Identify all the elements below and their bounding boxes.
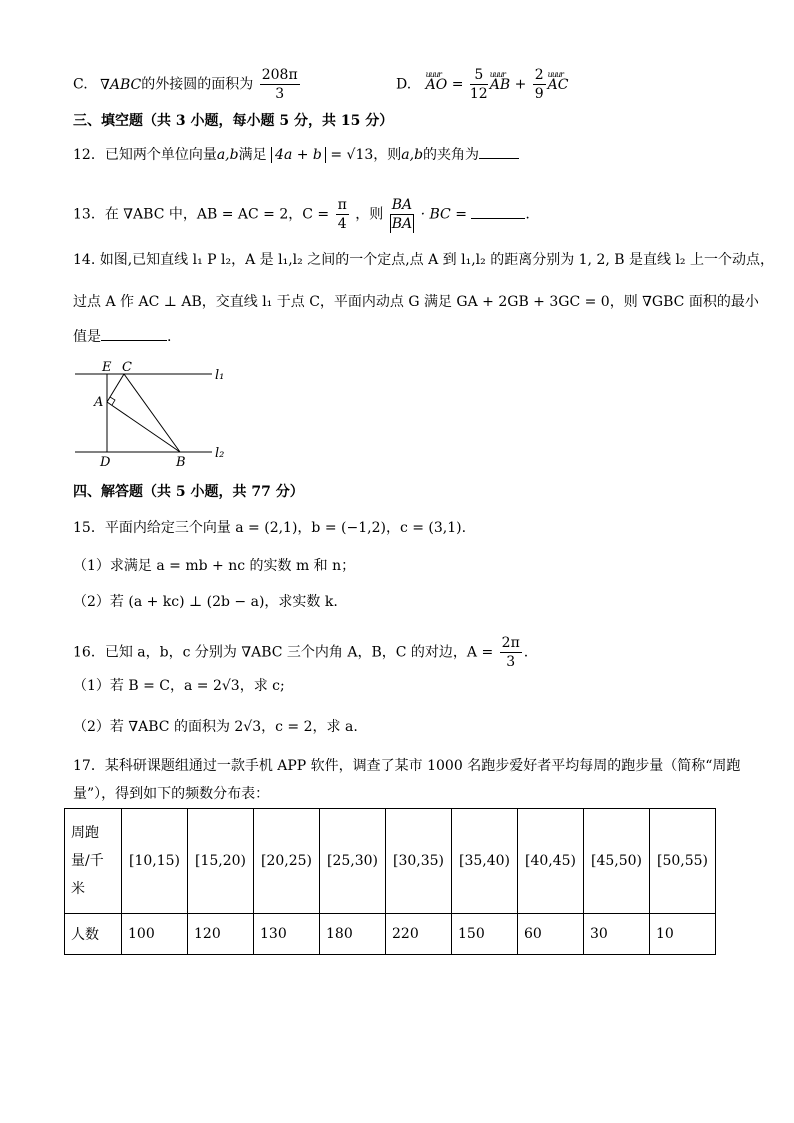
option-c-denominator: 3 — [275, 86, 285, 102]
option-d-vector-ao: uuur AO — [426, 75, 448, 95]
q13-text-1: 13．在 ∇ABC 中，AB = AC = 2，C = — [73, 206, 330, 223]
label-b: B — [176, 455, 186, 470]
table-interval-cell: [20,25) — [254, 809, 320, 914]
question-12 — [73, 145, 519, 165]
label-a: A — [94, 395, 104, 410]
q13-end: . — [525, 206, 530, 223]
option-d-den-2: 9 — [534, 86, 544, 102]
q12-text-4: 的夹角为 — [423, 147, 480, 163]
q14-end: . — [167, 329, 172, 345]
table-interval-cell: [40,45) — [518, 809, 584, 914]
option-d-fraction-1 — [470, 66, 488, 103]
q13-text-3: · BC = — [420, 206, 467, 223]
q13-unit-vector-fraction — [390, 196, 414, 233]
table-count-cell: 60 — [518, 914, 584, 955]
table-count-cell: 220 — [386, 914, 452, 955]
q17-line-2: 量”），得到如下的频数分布表： — [73, 786, 270, 802]
label-l2: l₂ — [215, 446, 225, 461]
header-label-part-2: 量/千 — [71, 853, 104, 869]
table-count-cell: 100 — [122, 914, 188, 955]
q16-part-1: （1）若 B = C，a = 2√3，求 c; — [73, 678, 285, 694]
table-interval-cell: [30,35) — [386, 809, 452, 914]
q14-line-1: 14. 如图,已知直线 l₁ P l₂，A 是 l₁,l₂ 之间的一个定点,点 A 到 l₁,l₂ 的距离分别为 1, 2, B 是直线 l₂ 上一个动点， — [73, 252, 774, 268]
option-d-num-2: 2 — [534, 67, 544, 83]
table-header-row — [65, 809, 716, 914]
option-d-label: D. — [396, 76, 412, 93]
header-label-part-1: 周跑 — [71, 825, 99, 841]
label-c: C — [122, 360, 132, 375]
q16-angle-den: 3 — [506, 654, 516, 670]
table-header-label — [65, 809, 122, 914]
q14-line-2: 过点 A 作 AC ⊥ AB，交直线 l₁ 于点 C，平面内动点 G 满足 GA + 2GB + 3GC = 0，则 ∇GBC 面积的最小 — [73, 294, 759, 310]
option-d-num-1: 5 — [470, 66, 488, 85]
option-d-den-1: 12 — [469, 86, 488, 102]
question-16 — [73, 634, 528, 671]
q14-answer-blank[interactable] — [101, 340, 167, 341]
segment-ab — [107, 402, 180, 452]
option-d-equals: = — [451, 76, 464, 93]
q12-text-2: 满足 — [238, 147, 267, 163]
q12-abs-expression: 4a + b — [271, 147, 326, 163]
table-row-label: 人数 — [65, 914, 122, 955]
q13-angle-fraction — [336, 196, 349, 233]
header-label-part-3: 米 — [71, 881, 85, 897]
table-interval-cell: [25,30) — [320, 809, 386, 914]
table-interval-cell: [50,55) — [650, 809, 716, 914]
q15-part-1: （1）求满足 a = mb + nc 的实数 m 和 n； — [73, 558, 356, 574]
segment-cb — [124, 374, 180, 452]
q17-line-1: 17．某科研课题组通过一款手机 APP 软件，调查了某市 1000 名跑步爱好者平均每周的跑步量（简称“周跑 — [73, 758, 741, 774]
table-count-cell: 120 — [188, 914, 254, 955]
q15-part-2: （2）若 (a + kc) ⊥ (2b − a)，求实数 k. — [73, 594, 338, 610]
table-interval-cell: [35,40) — [452, 809, 518, 914]
q16-part-2: （2）若 ∇ABC 的面积为 2√3，c = 2，求 a. — [73, 719, 358, 735]
q13-text-2: ，则 — [355, 206, 384, 223]
q14-text-3: 值是 — [73, 329, 101, 345]
q14-line-3 — [73, 327, 171, 347]
q13-unit-den: BA — [391, 216, 413, 232]
q15-stem: 15．平面内给定三个向量 a = (2,1)，b = (−1,2)，c = (3,1). — [73, 520, 467, 536]
q12-vectors-1: a,b — [216, 147, 239, 163]
option-d-vector-ac: uuur AC — [548, 75, 569, 95]
table-row — [65, 914, 716, 955]
q16-end: . — [523, 644, 529, 661]
q13-angle-den: 4 — [337, 216, 347, 232]
table-interval-cell: [45,50) — [584, 809, 650, 914]
q16-stem: 16．已知 a，b，c 分别为 ∇ABC 三个内角 A，B，C 的对边，A = — [73, 644, 494, 661]
option-c-triangle: ∇ABC — [100, 76, 142, 93]
q13-angle-num: π — [337, 197, 347, 213]
section-4-heading: 四、解答题（共 5 小题，共 77 分） — [73, 484, 304, 500]
table-count-cell: 30 — [584, 914, 650, 955]
right-angle-mark — [110, 397, 115, 405]
label-d: D — [100, 455, 111, 470]
option-d — [396, 66, 569, 103]
option-c-numerator: 208π — [261, 67, 298, 83]
option-d-plus: + — [514, 76, 527, 93]
label-l1: l₁ — [215, 368, 225, 383]
table-count-cell: 180 — [320, 914, 386, 955]
option-d-fraction-2 — [533, 66, 546, 103]
q14-figure — [70, 356, 250, 476]
table-count-cell: 130 — [254, 914, 320, 955]
q12-answer-blank[interactable] — [479, 158, 519, 159]
table-interval-cell: [10,15) — [122, 809, 188, 914]
q13-answer-blank[interactable] — [471, 218, 525, 219]
q13-unit-num: BA — [391, 197, 413, 213]
option-d-vector-ab: uuur AB — [490, 75, 510, 95]
label-e: E — [102, 360, 112, 375]
q12-text-1: 12．已知两个单位向量 — [73, 147, 217, 163]
question-13 — [73, 196, 530, 233]
q16-angle-fraction — [500, 634, 522, 671]
q12-sqrt-value: = √13 — [330, 147, 374, 163]
table-count-cell: 150 — [452, 914, 518, 955]
option-c-text: 的外接圆的面积为 — [141, 76, 254, 93]
table-count-cell: 10 — [650, 914, 716, 955]
table-interval-cell: [15,20) — [188, 809, 254, 914]
frequency-table — [64, 808, 716, 955]
option-c-label: C. — [73, 76, 88, 93]
q12-text-3: ，则 — [373, 147, 402, 163]
segment-ac — [107, 374, 124, 402]
option-c-fraction — [260, 66, 300, 103]
section-3-heading: 三、填空题（共 3 小题，每小题 5 分，共 15 分） — [73, 113, 394, 129]
q16-angle-num: 2π — [501, 635, 520, 651]
option-c — [73, 66, 302, 103]
q12-vectors-2: a,b — [401, 147, 424, 163]
